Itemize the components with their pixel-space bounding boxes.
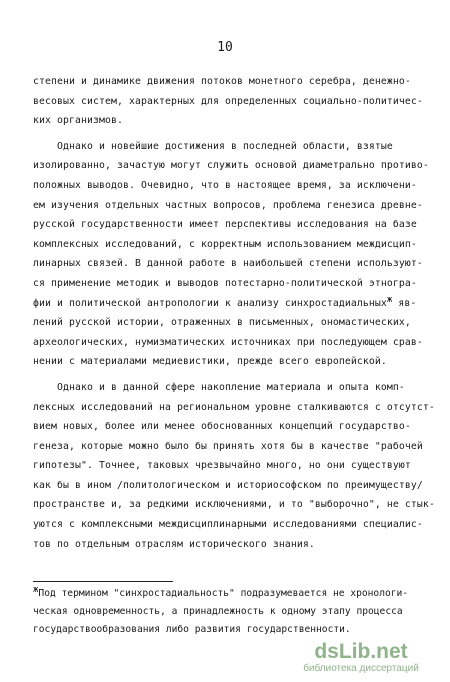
text-line: тов по отдельным отраслям исторического знания.	[33, 538, 315, 550]
text-line: положных выводов. Очевидно, что в настоящее время, за исключени-	[33, 179, 417, 191]
text-line: генеза, которые можно было бы принять хотя бы в качестве "рабочей	[33, 440, 423, 452]
text-line: изолированно, зачастую могут служить основой диаметрально противо-	[33, 160, 429, 172]
footnote-line	[33, 585, 433, 603]
main-text	[33, 72, 433, 554]
text-line	[33, 294, 433, 314]
footnote-line-part: Под термином "синхростадиальность" подразумевается не хронологи-	[38, 588, 409, 599]
watermark-logo-prefix: dsLib	[314, 640, 371, 663]
text-line: гипотезы". Точнее, таковых чрезвычайно много, но они существуют	[33, 460, 411, 472]
text-line: линарных связей. В данной работе в наибольшей степени используют-	[33, 258, 423, 270]
dslib-watermark	[286, 641, 436, 675]
watermark-logo	[286, 641, 436, 663]
text-line: ем изучения отдельных частных вопросов, проблема генезиса древне-	[33, 199, 423, 211]
footnote	[33, 585, 433, 639]
text-line: русской государственности имеет перспективы исследования на базе	[33, 219, 417, 231]
footnote-line: государствообразования либо развития государственности.	[33, 624, 351, 635]
text-line: лений русской истории, отраженных в письменных, ономастических,	[33, 317, 411, 329]
footnote-marker: ж	[33, 585, 39, 595]
text-line-part: яв-	[392, 297, 417, 309]
text-line: нении с материалами медиевистики, прежде всего европейской.	[33, 356, 387, 368]
text-line: Однако и в данной сфере накопление материала и опыта комп-	[33, 381, 405, 393]
text-line: как бы в ином /политологическом и историософском по преимуществу/	[33, 479, 423, 491]
text-line-part: фии и политической антропологии к анализу синхростадиальных	[33, 297, 387, 309]
footnote-line: ческая одновременность, а принадлежность к одному этапу процесса	[33, 606, 403, 617]
text-line: пространстве и, за редкими исключениями, и то "выборочно", не стык-	[33, 499, 435, 511]
footnote-divider	[33, 581, 173, 582]
text-line: археологических, нумизматических источниках при последующем срав-	[33, 336, 423, 348]
text-line: комплексных исследований, с корректным использованием междисцип-	[33, 238, 417, 250]
text-line: степени и динамике движения потоков монетного серебра, денежно-	[33, 76, 411, 87]
watermark-subtitle: библиотека диссертаций	[303, 663, 419, 674]
text-line: вием новых, более или менее обоснованных концепций государство-	[33, 421, 411, 433]
text-line: весовых систем, характерных для определенных социально-политичес-	[33, 95, 423, 107]
page-number: 10	[217, 40, 233, 55]
text-line: лексных исследований на региональном уровне сталкиваются с отсутст-	[33, 401, 435, 413]
text-line: ких организмов.	[33, 115, 123, 127]
text-line: уются с комплексными междисциплинарными исследованиями специалис-	[33, 519, 423, 531]
footnote-marker: ж	[386, 294, 393, 305]
text-line: Однако и новейшие достижения в последней области, взятые	[33, 140, 393, 152]
watermark-logo-suffix: .net	[370, 640, 408, 663]
text-line: ся применение методик и выводов потестарно-политической этногра-	[33, 277, 417, 289]
